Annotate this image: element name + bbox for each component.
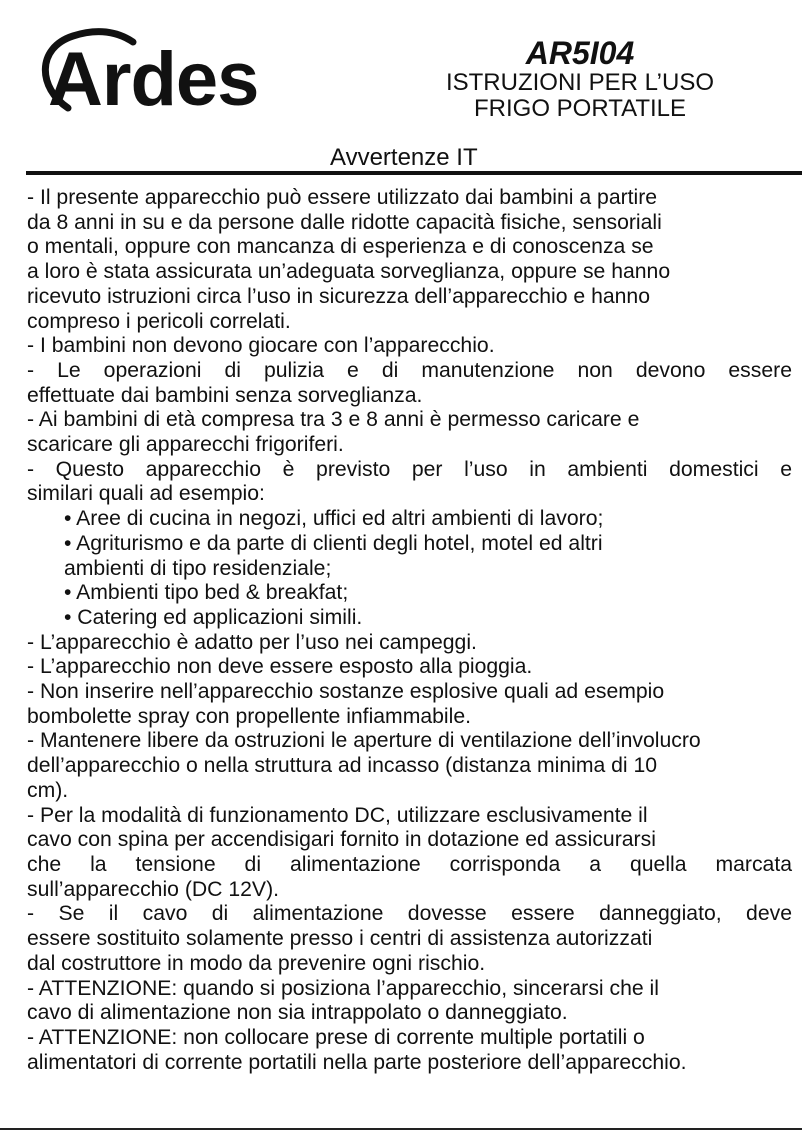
bullet-item: • Agriturismo e da parte di clienti degli hotel, motel ed altri bbox=[64, 531, 603, 555]
text-line: - Non inserire nell’apparecchio sostanze esplosive quali ad esempio bbox=[27, 680, 665, 704]
subtitle-line-2: FRIGO PORTATILE bbox=[473, 95, 687, 122]
text-line: essere sostituito solamente presso i centri di assistenza autorizzati bbox=[27, 927, 653, 951]
text-line: cm). bbox=[27, 778, 69, 802]
text-line: - L’apparecchio è adatto per l’uso nei campeggi. bbox=[27, 630, 477, 654]
text-line: - Il presente apparecchio può essere utilizzato dai bambini a partire bbox=[27, 186, 658, 209]
page-bottom-border bbox=[0, 1128, 802, 1130]
text-line: - I bambini non devono giocare con l’apparecchio. bbox=[27, 334, 495, 358]
text-line: - ATTENZIONE: non collocare prese di corrente multiple portatili o bbox=[27, 1025, 645, 1049]
text-line: dal costruttore in modo da prevenire ogni rischio. bbox=[27, 951, 486, 975]
text-line: - ATTENZIONE: quando si posiziona l’apparecchio, sincerarsi che il bbox=[27, 976, 659, 1000]
text-line: - Le operazioni di pulizia e di manutenzione non devono essere bbox=[27, 358, 792, 382]
text-line: bombolette spray con propellente infiammabile. bbox=[27, 704, 472, 728]
text-line: sull’apparecchio (DC 12V). bbox=[27, 877, 280, 901]
bullet-item: • Aree di cucina in negozi, uffici ed altri ambienti di lavoro; bbox=[64, 507, 604, 531]
text-line: dell’apparecchio o nella struttura ad incasso (distanza minima di 10 bbox=[27, 754, 658, 778]
text-line: - Per la modalità di funzionamento DC, utilizzare esclusivamente il bbox=[27, 803, 648, 827]
text-line: - L’apparecchio non deve essere esposto alla pioggia. bbox=[27, 655, 533, 679]
section-title: Avvertenze IT bbox=[330, 144, 478, 171]
text-line: - Mantenere libere da ostruzioni le aperture di ventilazione dell’involucro bbox=[27, 729, 701, 753]
text-line: o mentali, oppure con mancanza di esperienza e di conoscenza se bbox=[27, 235, 654, 259]
bullet-item: • Ambienti tipo bed & breakfat; bbox=[64, 581, 349, 605]
text-line: scaricare gli apparecchi frigoriferi. bbox=[27, 433, 344, 457]
text-line: da 8 anni in su e da persone dalle ridotte capacità fisiche, sensoriali bbox=[27, 210, 662, 234]
text-line: effettuate dai bambini senza sorveglianza. bbox=[27, 383, 423, 407]
text-line: che la tensione di alimentazione corrisponda a quella marcata bbox=[27, 852, 792, 876]
text-line: alimentatori di corrente portatili nella parte posteriore dell’apparecchio. bbox=[27, 1050, 687, 1074]
subtitle-line-1: ISTRUZIONI PER L’USO bbox=[445, 69, 715, 96]
header-divider bbox=[26, 171, 802, 175]
bullet-item-continuation: ambienti di tipo residenziale; bbox=[64, 556, 332, 580]
text-line: - Ai bambini di età compresa tra 3 e 8 anni è permesso caricare e bbox=[27, 408, 640, 432]
warnings-body bbox=[27, 186, 802, 1075]
text-line: cavo di alimentazione non sia intrappolato o danneggiato. bbox=[27, 1001, 568, 1025]
model-number: AR5I04 bbox=[525, 35, 635, 71]
text-line: - Se il cavo di alimentazione dovesse essere danneggiato, deve bbox=[27, 902, 792, 926]
bullet-item: • Catering ed applicazioni simili. bbox=[64, 605, 363, 629]
text-line: ricevuto istruzioni circa l’uso in sicurezza dell’apparecchio e hanno bbox=[27, 284, 650, 308]
text-line: similari quali ad esempio: bbox=[27, 482, 265, 506]
text-line: a loro è stata assicurata un’adeguata sorveglianza, oppure se hanno bbox=[27, 260, 671, 284]
title-block bbox=[420, 36, 740, 122]
text-line: cavo con spina per accendisigari fornito in dotazione ed assicurarsi bbox=[27, 828, 656, 852]
text-line: - Questo apparecchio è previsto per l’uso in ambienti domestici e bbox=[27, 457, 792, 481]
text-line: compreso i pericoli correlati. bbox=[27, 309, 291, 333]
brand-name: Ardes bbox=[48, 37, 259, 122]
